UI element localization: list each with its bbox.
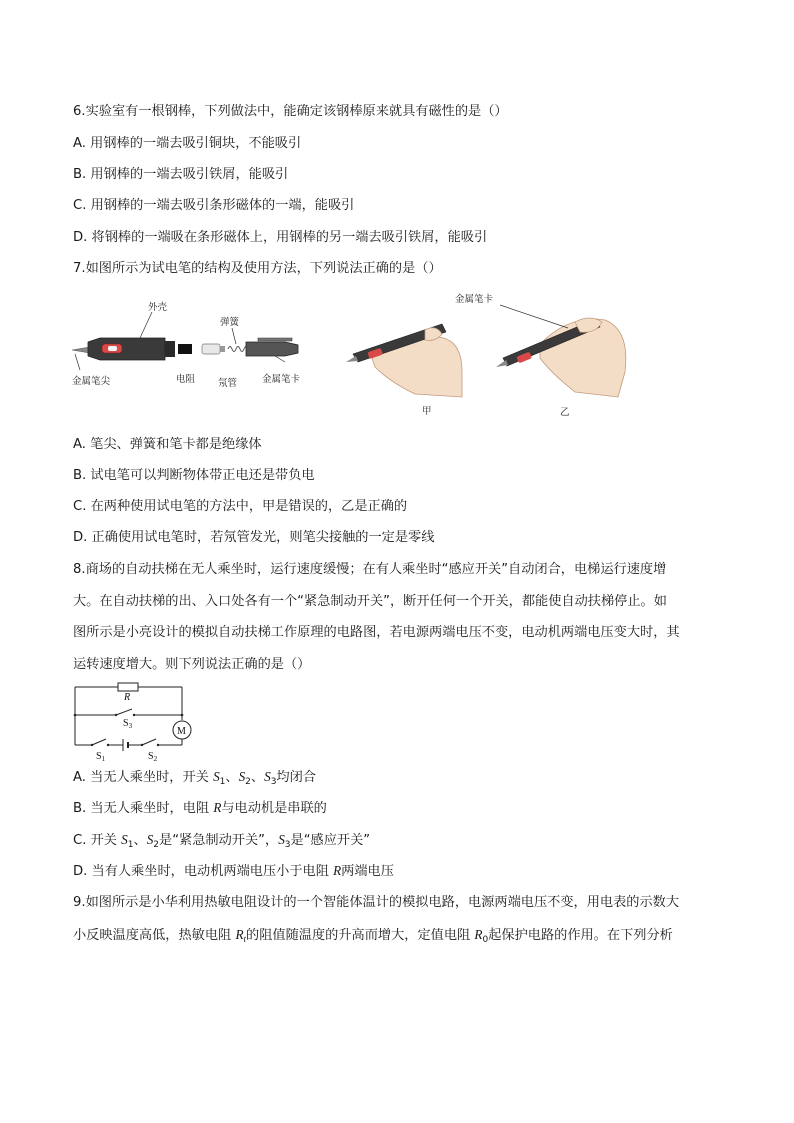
q7-stem: 7.如图所示为试电笔的结构及使用方法，下列说法正确的是（） <box>73 261 442 276</box>
circuit-label-s3: $S_3$ <box>123 718 133 730</box>
q8-option-d: D. 当有人乘坐时，电动机两端电压小于电阻 R两端电压 <box>73 863 394 879</box>
hand-jia-illustration <box>346 324 462 397</box>
q6-option-b: B. 用钢棒的一端去吸引铁屑，能吸引 <box>73 167 289 182</box>
label-resistor: 电阻 <box>176 374 196 385</box>
q6-stem: 6.实验室有一根钢棒，下列做法中，能确定该钢棒原来就具有磁性的是（） <box>73 104 508 119</box>
hand-yi-illustration <box>496 305 626 397</box>
q6-option-c: C. 用钢棒的一端去吸引条形磁体的一端，能吸引 <box>73 198 355 213</box>
circuit-label-r: R <box>124 692 131 703</box>
q7-option-c: C. 在两种使用试电笔的方法中，甲是错误的，乙是正确的 <box>73 499 408 514</box>
q7-option-a: A. 笔尖、弹簧和笔卡都是绝缘体 <box>73 437 262 452</box>
q8-option-a: A. 当无人乘坐时，开关 $S_1$、$S_2$、$S_3$均闭合 <box>73 769 316 787</box>
q8-stem-line-1: 8.商场的自动扶梯在无人乘坐时，运行速度缓慢；在有人乘坐时“感应开关”自动闭合，电梯运行速度增 <box>73 562 667 577</box>
label-clip: 金属笔卡 <box>262 374 301 385</box>
q8-option-c: C. 开关 $S_1$、$S_2$是“紧急制动开关”，$S_3$是“感应开关” <box>73 832 371 850</box>
label-neon: 氖管 <box>218 378 238 389</box>
label-clip-right: 金属笔卡 <box>455 294 494 305</box>
q8-stem-line-4: 运转速度增大。则下列说法正确的是（） <box>73 657 311 672</box>
escalator-circuit-diagram <box>70 678 200 763</box>
label-shell: 外壳 <box>148 302 168 313</box>
test-pen-exploded <box>72 312 298 370</box>
q7-option-d: D. 正确使用试电笔时，若氖管发光，则笔尖接触的一定是零线 <box>73 530 435 545</box>
q9-stem-line-2: 小反映温度高低，热敏电阻 $R_t$的阻值随温度的升高而增大，定值电阻 $R_0$起保护电路的作用。在下列分析 <box>73 927 673 945</box>
label-jia: 甲 <box>422 406 432 417</box>
q8-stem-line-2: 大。在自动扶梯的出、入口处各有一个“紧急制动开关”，断开任何一个开关，都能使自动扶梯停止。如 <box>73 594 667 609</box>
circuit-label-motor: M <box>177 726 186 737</box>
circuit-label-s1: $S_1$ <box>96 751 106 763</box>
q9-stem-line-1: 9.如图所示是小华利用热敏电阻设计的一个智能体温计的模拟电路，电源两端电压不变，用电表的示数大 <box>73 895 680 910</box>
q8-stem-line-3: 图所示是小亮设计的模拟自动扶梯工作原理的电路图，若电源两端电压不变，电动机两端电压变大时，其 <box>73 625 680 640</box>
test-pen-figure <box>70 292 630 422</box>
label-yi: 乙 <box>560 407 570 418</box>
q7-option-b: B. 试电笔可以判断物体带正电还是带负电 <box>73 468 315 483</box>
q6-option-a: A. 用钢棒的一端去吸引铜块，不能吸引 <box>73 136 302 151</box>
q6-option-d: D. 将钢棒的一端吸在条形磁体上，用钢棒的另一端去吸引铁屑，能吸引 <box>73 230 488 245</box>
label-tip: 金属笔尖 <box>72 376 111 387</box>
circuit-label-s2: $S_2$ <box>148 751 158 763</box>
q8-option-b: B. 当无人乘坐时，电阻 R与电动机是串联的 <box>73 800 327 816</box>
label-spring: 弹簧 <box>220 317 240 328</box>
